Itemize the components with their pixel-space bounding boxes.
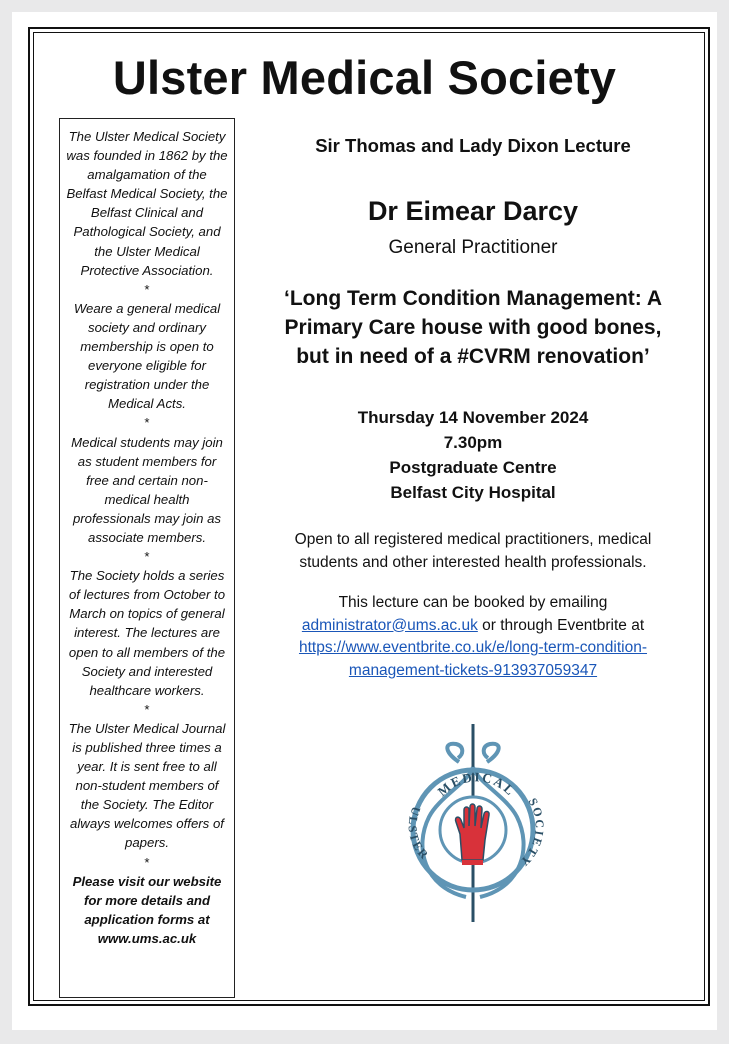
emblem-text-top: MEDICAL (434, 769, 519, 800)
speaker-role: General Practitioner (388, 237, 558, 258)
eventbrite-link-line[interactable]: https://www.eventbrite.co.uk/e/long-term-condition- (298, 639, 648, 656)
hand-cuff (462, 860, 483, 865)
society-info-sidebar (59, 118, 235, 998)
talk-title (255, 284, 691, 371)
talk-title-line: Primary Care house with good bones, (284, 316, 662, 339)
sidebar-separator: * (144, 854, 150, 870)
sidebar-separator: * (144, 701, 150, 717)
sidebar-paragraph: The Society holds a series of lectures from October to March on topics of general interest. The lectures are open to all members of the Society and interested healthcare workers. (68, 568, 226, 698)
eventbrite-link[interactable] (255, 637, 691, 682)
sidebar-paragraph: The Ulster Medical Journal is published three times a year. It is sent free to all non-student members of the Society. The Editor always welcomes offers of papers. (68, 720, 226, 851)
booking-info (255, 592, 691, 682)
sidebar-paragraph: The Ulster Medical Society was founded in 1862 by the amalgamation of the Belfast Medical Society, the Belfast Clinical and Pathological Society, and the Ulster Medical Protective Association. (66, 129, 228, 278)
audience-line: students and other interested health professionals. (299, 554, 647, 571)
emblem-text-left: ULSTER (405, 804, 433, 863)
sidebar-paragraph: Medical students may join as student members for free and certain non-medical health professionals may join as associate members. (71, 434, 223, 545)
audience-line: Open to all registered medical practitioners, medical (294, 531, 652, 548)
website-note: Please visit our website for more details and application forms at www.ums.ac.uk (72, 873, 222, 946)
audience-note (255, 528, 691, 574)
speaker-name: Dr Eimear Darcy (367, 196, 579, 226)
event-details (255, 405, 691, 505)
event-venue: Postgraduate Centre (389, 458, 557, 477)
booking-contact-line (255, 615, 691, 638)
emblem-text-right: SOCIETY (516, 795, 547, 871)
booking-email-link[interactable]: administrator@ums.ac.uk (301, 616, 478, 634)
sidebar-separator: * (144, 549, 150, 565)
talk-title-line: but in need of a #CVRM renovation’ (296, 345, 650, 368)
society-title: Ulster Medical Society (112, 51, 617, 104)
sidebar-paragraph: Weare a general medical society and ordinary membership is open to everyone eligible for registration under the Medical Acts. (73, 300, 221, 412)
event-location: Belfast City Hospital (390, 483, 556, 502)
society-emblem (384, 722, 564, 922)
sidebar-separator: * (144, 281, 150, 297)
eventbrite-link-line[interactable]: management-tickets-913937059347 (348, 661, 598, 679)
talk-title-line: ‘Long Term Condition Management: A (284, 287, 662, 310)
booking-intro: This lecture can be booked by emailing (338, 594, 608, 611)
booking-middle-text: or through Eventbrite at (477, 616, 645, 634)
event-date: Thursday 14 November 2024 (357, 408, 589, 427)
lecture-series-name: Sir Thomas and Lady Dixon Lecture (315, 135, 631, 156)
event-time: 7.30pm (443, 433, 503, 452)
sidebar-separator: * (144, 415, 150, 431)
